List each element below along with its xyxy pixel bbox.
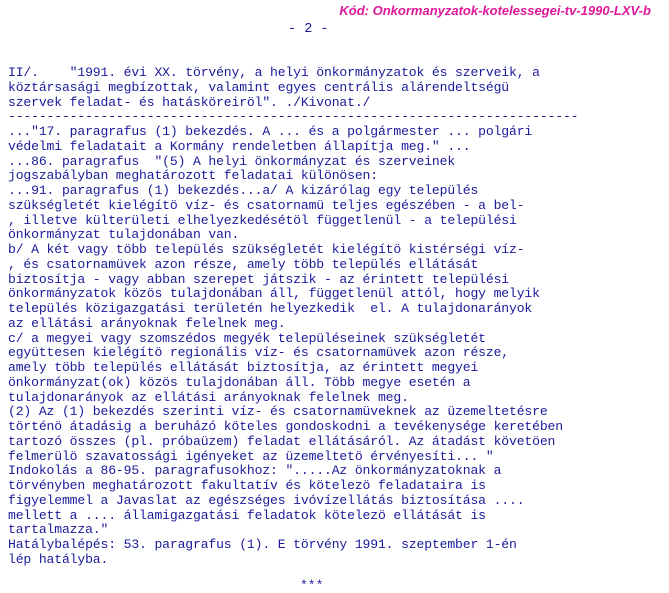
body-line: Hatálybalépés: 53. paragrafus (1). E törvény 1991. szeptember 1-én [8, 537, 517, 552]
body-line: biztosítja - vagy abban szerepet játszik - az érintett települési [8, 271, 509, 287]
body-line: az ellátási arányoknak felelnek meg. [8, 315, 286, 331]
document-code: Kód: Onkormanyzatok-kotelessegei-tv-1990-LXV-b [339, 3, 651, 18]
title-line: II/. "1991. évi XX. törvény, a helyi önkormányzatok és szerveik, a [8, 65, 540, 80]
body-line: jogszabályban meghatározott feladatai különösen: [8, 168, 378, 184]
body-line: település közigazgatási területén helyezkedik el. A tulajdonarányok [8, 301, 533, 316]
body-line: együttesen kielégítö regionális víz- és csatornamüvek azon része, [8, 345, 509, 361]
body-line: c/ a megyei vagy szomszédos megyék településeinek szükségletét [8, 330, 486, 346]
page-number: - 2 - [288, 22, 329, 37]
body-line: önkormányzat tulajdonában van. [8, 227, 240, 243]
body-line: ...91. paragrafus (1) bekezdés...a/ A kizárólag egy település [8, 183, 479, 198]
body-line: törvényben meghatározott fakultatív és kötelezö feladataira is [8, 478, 486, 493]
body-line: felmerülö szavatossági igényeket az üzemeltetö érvényesíti... " [8, 448, 494, 464]
body-line: tartalmazza." [8, 522, 109, 538]
body-line: amely több település ellátását biztosítja, az érintett megyei [8, 360, 479, 375]
title-line: szervek feladat- és hatásköreiröl". ./Kivonat./ [8, 94, 371, 110]
body-line: történö átadásig a beruházó köteles gondoskodni a tevékenysége keretében [8, 419, 563, 434]
body-line: figyelemmel a Javaslat az egészséges ivóvízellátás biztosítása .... [8, 492, 525, 508]
body-line: mellett a .... államigazgatási feladatok kötelezö ellátását is [8, 507, 486, 523]
body-line: , illetve külterületi elhelyezkedésétöl függetlenül - a települési [8, 212, 517, 228]
body-line: önkormányzat(ok) közös tulajdonában áll. Több megye esetén a [8, 374, 471, 390]
body-line: védelmi feladatait a Kormány rendeletben állapítja meg." ... [8, 138, 471, 154]
body-line: önkormányzatok közös tulajdonában áll, függetlenül attól, hogy melyik [8, 286, 540, 302]
body-line: (2) Az (1) bekezdés szerinti víz- és csatornamüveknek az üzemeltetésre [8, 404, 548, 420]
body-line: ...86. paragrafus "(5) A helyi önkormányzat és szerveinek [8, 153, 456, 169]
title-line: köztársasági megbízottak, valamint egyes centrális alárendeltségü [8, 79, 509, 95]
body-line: , és csatornamüvek azon része, amely több település ellátását [8, 256, 479, 272]
body-line: tartozó összes (pl. próbaüzem) feladat ellátásáról. Az átadást követöen [8, 433, 556, 449]
end-mark: *** [300, 578, 324, 593]
body-line: Indokolás a 86-95. paragrafusokhoz: ".....Az önkormányzatoknak a [8, 463, 502, 479]
body-line: b/ A két vagy több település szükségletét kielégítö kistérségi víz- [8, 242, 525, 257]
body-line: lép hatályba. [8, 551, 109, 567]
body-line: szükségletét kielégítö víz- és csatornamü teljes egészében - a bel- [8, 197, 525, 213]
body-line: tulajdonarányok az ellátási arányoknak felelnek meg. [8, 389, 409, 405]
separator-rule: -------------------------------------------------------------------------- [8, 110, 579, 125]
document-body [8, 66, 669, 568]
body-line: ..."17. paragrafus (1) bekezdés. A ... és a polgármester ... polgári [8, 124, 533, 139]
